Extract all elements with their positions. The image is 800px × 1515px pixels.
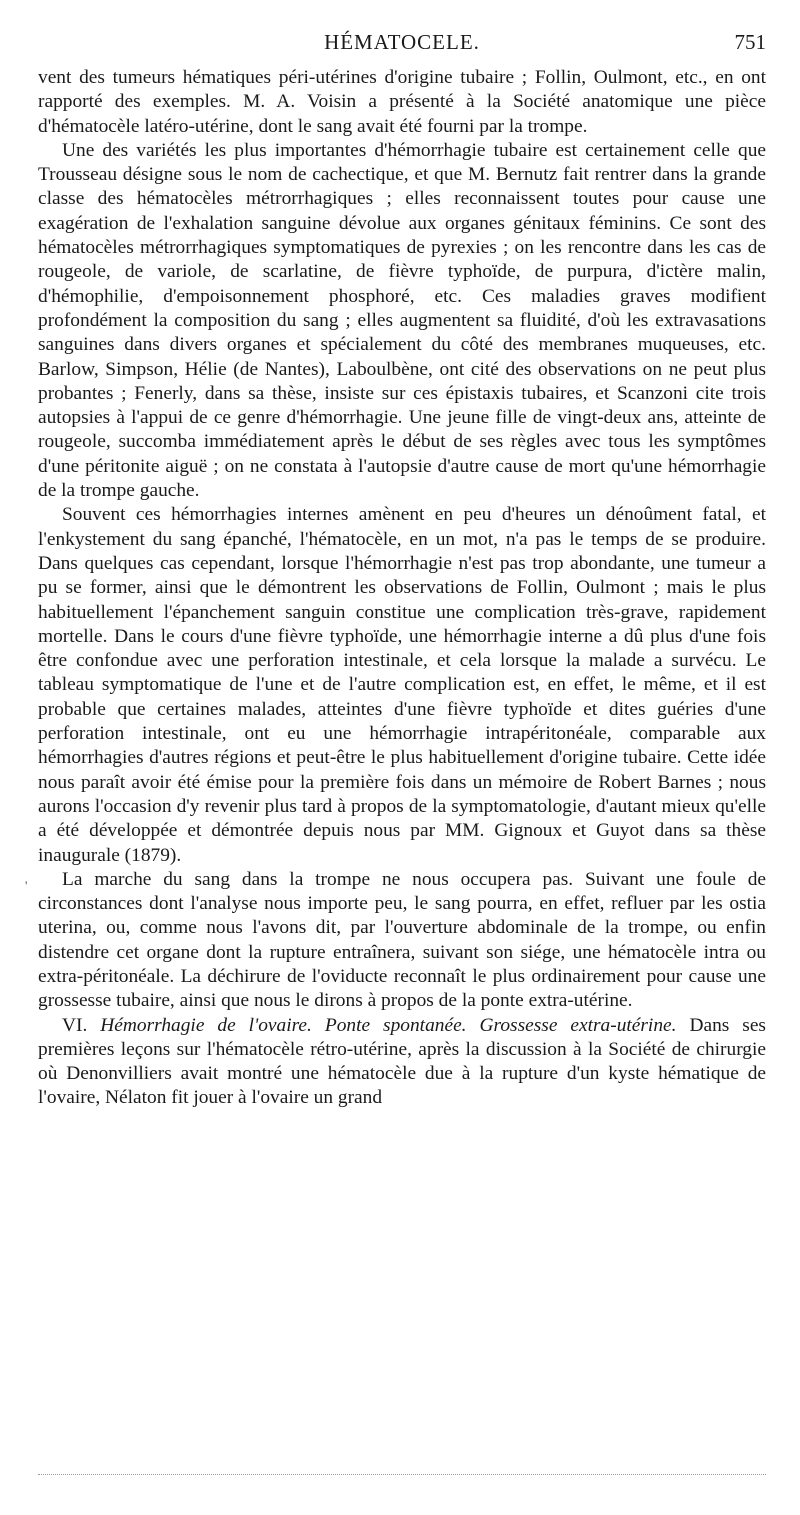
section-title: Hémorrhagie de l'ovaire. Ponte spontanée. Grossesse extra-utérine. <box>100 1014 677 1036</box>
section-vi <box>38 1014 766 1111</box>
footer-rule <box>38 1474 766 1475</box>
page-number: 751 <box>734 30 766 54</box>
paragraph-continuation: vent des tumeurs hématiques péri-utérines d'origine tubaire ; Follin, Oulmont, etc., en ont rapporté des exemples. M. A. Voisin a présenté à la Société anatomique une pièce d'hématocèle latéro-utérine, dont le sang avait été fourni par la trompe. <box>38 67 766 137</box>
paragraph-internal-hemorrhage: Souvent ces hémorrhagies internes amènent en peu d'heures un dénoûment fatal, et l'enkystement du sang épanché, l'hématocèle, en un mot, n'a pas le temps de se produire. Dans quelques cas cependant, lorsque l'hémorrhagie n'est pas trop abondante, une tumeur a pu se former, ainsi que le démontrent les observations de Follin, Oulmont ; mais le plus habituellement l'épanchement sanguin constitue une complication très-grave, rapidement mortelle. Dans le cours d'une fièvre typhoïde, une hémorrhagie interne a dû plus d'une fois être confondue avec une perforation intestinale, et cela lorsque la malade a survécu. Le tableau symptomatique de l'une et de l'autre complication est, en effet, le même, et il est probable que certaines malades, atteintes d'une fièvre typhoïde et dites guéries d'une perforation intestinale, ont eu une hémorrhagie intrapéritonéale, comparable aux hémorrhagies d'autres régions et peut-être le plus habituellement d'origine tubaire. Cette idée nous paraît avoir été émise pour la première fois dans un mémoire de Robert Barnes ; nous aurons l'occasion d'y revenir plus tard à propos de la symptomatologie, d'autant mieux qu'elle a été développée et démontrée depuis nous par MM. Gignoux et Guyot dans sa thèse inaugurale (1879). <box>38 504 766 866</box>
paragraph-blood-course: La marche du sang dans la trompe ne nous occupera pas. Suivant une foule de circonstances dont l'analyse nous importe peu, le sang pourra, en effet, refluer par les ostia uterina, ou, comme nous l'avons dit, par l'ouverture abdominale de la trompe, ou enfin distendre cet organe dont la rupture entraînera, suivant son siége, une hématocèle intra ou extra-péritonéale. La déchirure de l'oviducte reconnaît le plus ordinairement pour cause une grossesse tubaire, ainsi que nous le dirons à propos de la ponte extra-utérine. <box>38 868 766 1012</box>
paragraph-cachectic-hemorrhage: Une des variétés les plus importantes d'hémorrhagie tubaire est certainement celle que Trousseau désigne sous le nom de cachectique, et que M. Bernutz fait rentrer dans la grande classe des hématocèles métrorrhagiques ; elles reconnaissent toutes pour cause une exagération de l'exhalation sanguine dévolue aux organes génitaux féminins. Ce sont des hématocèles métrorrhagiques symptomatiques de pyrexies ; on les rencontre dans les cas de rougeole, de variole, de scarlatine, de fièvre typhoïde, de purpura, d'ictère malin, d'hémophilie, d'empoisonnement phosphoré, etc. Ces maladies graves modifient profondément la composition du sang ; elles augmentent sa fluidité, d'où les extravasations sanguines dans divers organes et spécialement du côté des membranes muqueuses, etc. Barlow, Simpson, Hélie (de Nantes), Laboulbène, ont cité des observations on ne peut plus probantes ; Fenerly, dans sa thèse, insiste sur ces épistaxis tubaires, et Scanzoni cite trois autopsies à l'appui de ce genre d'hémorrhagie. Une jeune fille de vingt-deux ans, atteinte de rougeole, succomba immédiatement après le début de ses règles avec tous les symptômes d'une péritonite aiguë ; on ne constata à l'autopsie d'autre cause de mort qu'une hémorrhagie de la trompe gauche. <box>38 139 766 502</box>
body-text <box>38 66 766 1111</box>
running-head <box>38 30 766 58</box>
page-title: HÉMATOCELE. <box>324 30 480 54</box>
margin-mark: ' <box>25 878 28 893</box>
section-text: Dans ses premières leçons sur l'hématocèle rétro-utérine, après la discussion à la Société de chirurgie où Denonvilliers avait montré une hématocèle due à la rupture d'un kyste hématique de l'ovaire, Nélaton fit jouer à l'ovaire un grand <box>38 1014 766 1109</box>
section-number: VI. <box>62 1014 88 1036</box>
